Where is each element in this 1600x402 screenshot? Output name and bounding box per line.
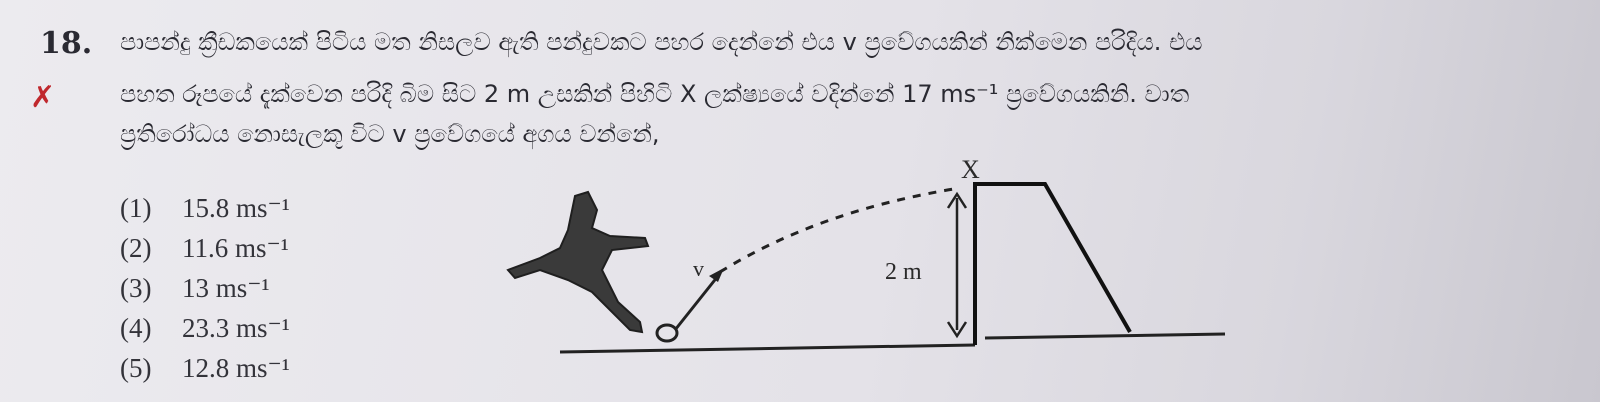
option-number: (2): [120, 233, 152, 263]
teacher-mark-icon: ✗: [30, 80, 56, 115]
question-number: 18.: [40, 26, 93, 61]
option-value: 23.3 ms⁻¹: [182, 313, 290, 343]
question-text-line-2: පහත රූපයේ දැක්වෙන පරිදි බිම සිට 2 m උසකින් පිහිටි X ලක්ෂ්‍යයේ වදින්නේ 17 ms⁻¹ ප්‍රවේගයකිනි. වාත: [120, 80, 1190, 108]
kicker-figure: [508, 192, 648, 332]
option-value: 13 ms⁻¹: [182, 273, 270, 303]
ground-line-left: [560, 345, 975, 352]
velocity-arrow: [675, 276, 718, 330]
option-value: 11.6 ms⁻¹: [182, 233, 289, 263]
wall-block: [975, 184, 1130, 345]
velocity-label: v: [693, 256, 704, 281]
ground-line-right: [985, 334, 1225, 338]
height-label: 2 m: [885, 259, 922, 285]
option-value: 15.8 ms⁻¹: [182, 193, 290, 223]
option-number: (1): [120, 193, 152, 223]
question-text-line-1: පාපන්දු ක්‍රීඩකයෙක් පිටිය මත නිසලව ඇති පන්දුවකට පහර දෙන්නේ එය v ප්‍රවේගයකින් නික්මෙන පරිදිය. එය: [120, 28, 1203, 56]
option-number: (3): [120, 273, 152, 303]
option-number: (5): [120, 353, 152, 383]
option-value: 12.8 ms⁻¹: [182, 353, 290, 383]
question-text-line-3: ප්‍රතිරෝධය නොසැලකූ විට v ප්‍රවේගයේ අගය වන්නේ,: [120, 120, 660, 148]
trajectory-path: [720, 188, 960, 272]
ball: [657, 325, 677, 341]
point-x-label: X: [961, 155, 980, 184]
option-number: (4): [120, 313, 152, 343]
